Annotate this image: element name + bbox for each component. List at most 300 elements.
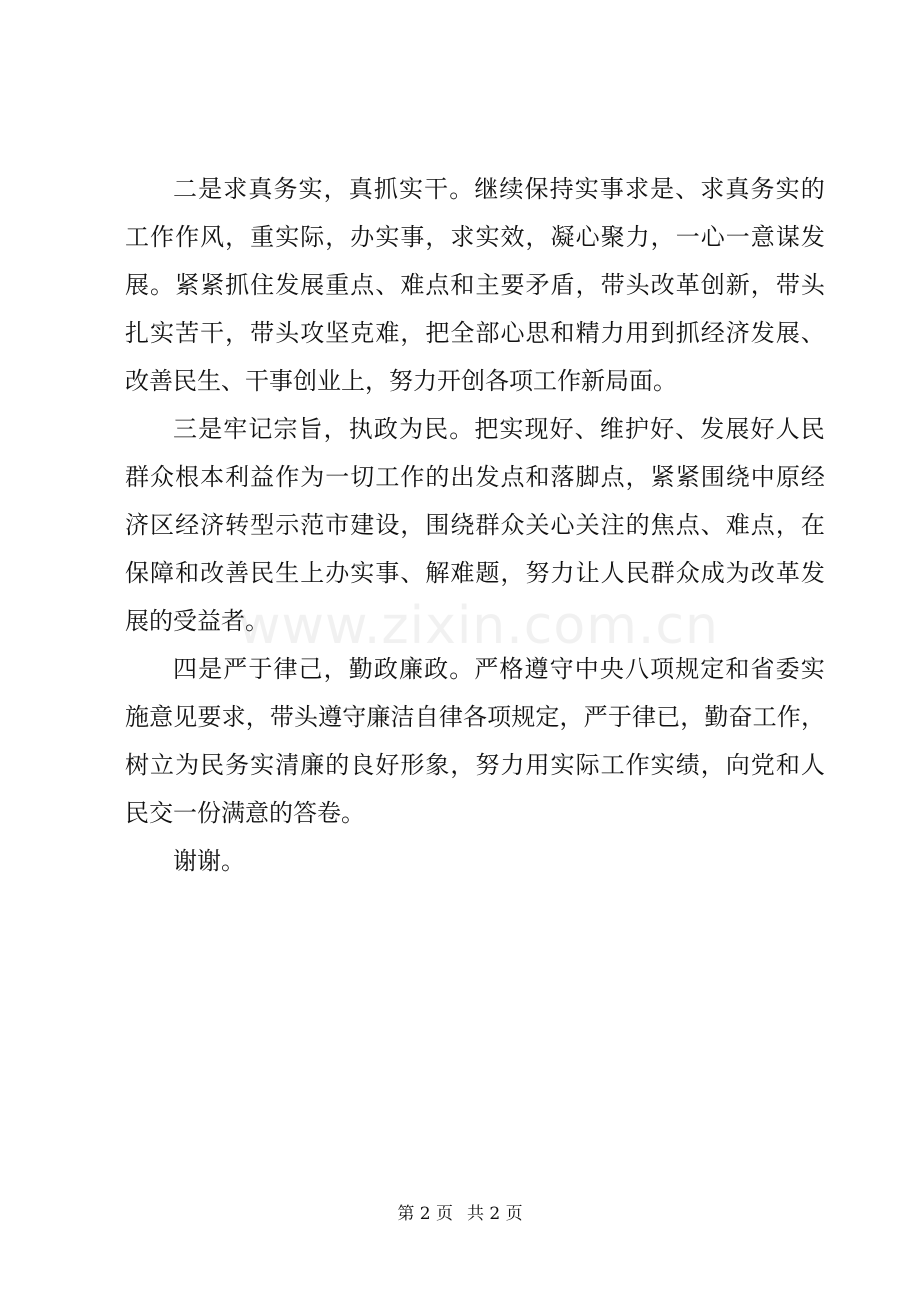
glyph: 规 xyxy=(675,655,700,683)
glyph: 要 xyxy=(197,703,222,731)
glyph: 抓 xyxy=(675,319,700,347)
glyph: ， xyxy=(800,703,825,731)
glyph: 保 xyxy=(125,559,149,587)
glyph: 勤 xyxy=(348,655,373,683)
glyph: 护 xyxy=(624,415,649,443)
glyph: 象 xyxy=(425,751,450,779)
glyph: 关 xyxy=(575,511,600,539)
glyph: 是 xyxy=(198,655,223,683)
glyph: 实 xyxy=(298,175,323,203)
glyph: 一 xyxy=(725,223,750,251)
glyph: 改 xyxy=(750,559,775,587)
glyph: 点 xyxy=(750,511,775,539)
glyph: 实 xyxy=(574,175,599,203)
glyph: 和 xyxy=(450,271,475,299)
glyph: 攻 xyxy=(300,319,325,347)
glyph: 济 xyxy=(200,511,225,539)
glyph: 建 xyxy=(350,511,375,539)
glyph: 点 xyxy=(675,511,700,539)
glyph: 群 xyxy=(125,463,149,491)
glyph: 央 xyxy=(599,655,624,683)
glyph: 求 xyxy=(700,175,725,203)
glyph: 到 xyxy=(650,319,675,347)
glyph: 本 xyxy=(200,463,225,491)
glyph: ， xyxy=(450,751,475,779)
glyph: 点 xyxy=(600,463,625,491)
glyph: 改 xyxy=(650,271,675,299)
glyph: 解 xyxy=(425,559,450,587)
glyph: 奋 xyxy=(728,703,753,731)
glyph: 要 xyxy=(500,271,525,299)
glyph: 众 xyxy=(150,463,175,491)
glyph: 好 xyxy=(650,415,675,443)
paragraph-line xyxy=(173,417,825,441)
glyph: 民 xyxy=(200,751,225,779)
glyph: 点 xyxy=(500,463,525,491)
glyph: 群 xyxy=(650,559,675,587)
glyph: 力 xyxy=(600,319,625,347)
glyph: 让 xyxy=(575,559,600,587)
glyph: 际 xyxy=(575,751,600,779)
glyph: 抓 xyxy=(225,271,250,299)
glyph: 谋 xyxy=(775,223,800,251)
glyph: 出 xyxy=(450,463,475,491)
glyph: 守 xyxy=(549,655,574,683)
glyph: 点 xyxy=(425,271,450,299)
glyph: 干 xyxy=(424,175,449,203)
glyph: 律 xyxy=(438,703,463,731)
paragraph-line xyxy=(173,657,825,681)
glyph: 记 xyxy=(248,415,273,443)
glyph: ， xyxy=(400,511,425,539)
glyph: ， xyxy=(525,223,550,251)
glyph: 求 xyxy=(223,175,248,203)
glyph: 形 xyxy=(400,751,425,779)
glyph: 济 xyxy=(125,511,149,539)
glyph: 带 xyxy=(775,271,800,299)
glyph: ， xyxy=(680,703,705,731)
glyph: 脚 xyxy=(575,463,600,491)
glyph: 、 xyxy=(700,511,725,539)
glyph: 聚 xyxy=(600,223,625,251)
glyph: 抓 xyxy=(373,175,398,203)
glyph: 一 xyxy=(325,463,350,491)
glyph: 发 xyxy=(750,319,775,347)
glyph: 定 xyxy=(535,703,560,731)
glyph: 展 xyxy=(775,319,800,347)
glyph: 实 xyxy=(800,655,825,683)
glyph: 紧 xyxy=(675,463,700,491)
glyph: 发 xyxy=(800,559,825,587)
paragraph-line xyxy=(125,705,825,729)
glyph: 、 xyxy=(400,559,425,587)
glyph: 好 xyxy=(375,751,400,779)
glyph: 众 xyxy=(675,559,700,587)
glyph: 努 xyxy=(525,559,550,587)
glyph: 在 xyxy=(800,511,825,539)
glyph: ， xyxy=(245,703,270,731)
glyph: 带 xyxy=(269,703,294,731)
glyph: ， xyxy=(425,223,450,251)
glyph: 住 xyxy=(250,271,275,299)
glyph: 事 xyxy=(599,175,624,203)
glyph: 民 xyxy=(800,415,825,443)
glyph: ， xyxy=(650,223,675,251)
glyph: 实 xyxy=(475,223,500,251)
glyph: 、 xyxy=(800,319,825,347)
glyph: 实 xyxy=(550,751,575,779)
glyph: 革 xyxy=(775,559,800,587)
glyph: 现 xyxy=(524,415,549,443)
glyph: 廉 xyxy=(398,655,423,683)
glyph: 头 xyxy=(275,319,300,347)
glyph: 遵 xyxy=(524,655,549,683)
glyph: ， xyxy=(225,319,250,347)
glyph: 办 xyxy=(350,223,375,251)
glyph: 难 xyxy=(400,271,425,299)
glyph: 展 xyxy=(725,415,750,443)
glyph: 工 xyxy=(752,703,777,731)
glyph: 头 xyxy=(293,703,318,731)
glyph: 围 xyxy=(700,463,725,491)
glyph: 工 xyxy=(125,223,149,251)
glyph: 益 xyxy=(250,463,275,491)
glyph: 项 xyxy=(487,703,512,731)
glyph: 施 xyxy=(125,703,149,731)
glyph: 带 xyxy=(600,271,625,299)
glyph: 革 xyxy=(675,271,700,299)
glyph: 克 xyxy=(350,319,375,347)
glyph: 工 xyxy=(375,463,400,491)
glyph: 和 xyxy=(525,463,550,491)
glyph: 风 xyxy=(200,223,225,251)
glyph: 好 xyxy=(549,415,574,443)
glyph: 为 xyxy=(300,463,325,491)
glyph: 保 xyxy=(524,175,549,203)
glyph: 发 xyxy=(475,463,500,491)
glyph: 为 xyxy=(175,751,200,779)
glyph: 民 xyxy=(625,559,650,587)
glyph: 重 xyxy=(250,223,275,251)
glyph: 利 xyxy=(225,463,250,491)
glyph: 四 xyxy=(173,655,197,683)
glyph: ， xyxy=(559,703,584,731)
glyph: 真 xyxy=(248,175,273,203)
glyph: 难 xyxy=(450,559,475,587)
glyph: 于 xyxy=(248,655,273,683)
glyph: 效 xyxy=(500,223,525,251)
glyph: ， xyxy=(700,751,725,779)
glyph: 凝 xyxy=(550,223,575,251)
glyph: 作 xyxy=(275,463,300,491)
glyph: 。 xyxy=(150,271,175,299)
glyph: 区 xyxy=(150,511,175,539)
glyph: 经 xyxy=(700,319,725,347)
glyph: ， xyxy=(225,223,250,251)
glyph: 力 xyxy=(500,751,525,779)
glyph: 题 xyxy=(475,559,500,587)
glyph: 经 xyxy=(800,463,825,491)
glyph: 各 xyxy=(462,703,487,731)
glyph: 清 xyxy=(275,751,300,779)
glyph: 根 xyxy=(175,463,200,491)
glyph: 用 xyxy=(625,319,650,347)
glyph: 和 xyxy=(550,319,575,347)
glyph: 人 xyxy=(800,751,825,779)
glyph: 民 xyxy=(424,415,449,443)
glyph: 中 xyxy=(750,463,775,491)
glyph: 盾 xyxy=(550,271,575,299)
glyph: 实 xyxy=(275,223,300,251)
glyph: 众 xyxy=(500,511,525,539)
glyph: ， xyxy=(500,559,525,587)
glyph: ， xyxy=(625,463,650,491)
paragraph-line: 改善民生、干事创业上，努力开创各项工作新局面。 xyxy=(125,367,677,395)
glyph: 实 xyxy=(775,175,800,203)
glyph: 宗 xyxy=(273,415,298,443)
glyph: 意 xyxy=(750,223,775,251)
paragraph-line xyxy=(125,321,825,345)
glyph: 作 xyxy=(400,463,425,491)
glyph: 关 xyxy=(525,511,550,539)
glyph: 是 xyxy=(198,175,223,203)
glyph: 意 xyxy=(149,703,174,731)
glyph: 继 xyxy=(474,175,499,203)
glyph: 展 xyxy=(125,271,149,299)
glyph: 际 xyxy=(300,223,325,251)
glyph: 难 xyxy=(725,511,750,539)
glyph: 绕 xyxy=(725,463,750,491)
glyph: 头 xyxy=(800,271,825,299)
glyph: 围 xyxy=(425,511,450,539)
glyph: 实 xyxy=(375,223,400,251)
glyph: 的 xyxy=(625,511,650,539)
glyph: 于 xyxy=(607,703,632,731)
glyph: 人 xyxy=(775,415,800,443)
glyph: 的 xyxy=(800,175,825,203)
glyph: 务 xyxy=(273,175,298,203)
glyph: ， xyxy=(400,319,425,347)
glyph: 八 xyxy=(624,655,649,683)
glyph: 勤 xyxy=(704,703,729,731)
glyph: 的 xyxy=(325,751,350,779)
glyph: 把 xyxy=(425,319,450,347)
glyph: 求 xyxy=(221,703,246,731)
glyph: 项 xyxy=(650,655,675,683)
glyph: 树 xyxy=(125,751,149,779)
glyph: 求 xyxy=(624,175,649,203)
glyph: 务 xyxy=(225,751,250,779)
glyph: 省 xyxy=(750,655,775,683)
glyph: ， xyxy=(323,175,348,203)
glyph: 难 xyxy=(375,319,400,347)
glyph: 真 xyxy=(348,175,373,203)
glyph: 和 xyxy=(175,559,200,587)
glyph: 紧 xyxy=(650,463,675,491)
glyph: 紧 xyxy=(175,271,200,299)
glyph: 示 xyxy=(275,511,300,539)
glyph: 心 xyxy=(500,319,525,347)
glyph: 务 xyxy=(750,175,775,203)
glyph: 牢 xyxy=(223,415,248,443)
glyph: 维 xyxy=(599,415,624,443)
glyph: 人 xyxy=(600,559,625,587)
glyph: 改 xyxy=(200,559,225,587)
glyph: 紧 xyxy=(200,271,225,299)
glyph: 点 xyxy=(350,271,375,299)
glyph: 作 xyxy=(150,223,175,251)
paragraph-line: 谢谢。 xyxy=(173,847,245,875)
glyph: 良 xyxy=(350,751,375,779)
glyph: 好 xyxy=(750,415,775,443)
glyph: 作 xyxy=(625,751,650,779)
page-number: 第 2 页 xyxy=(397,1204,453,1224)
glyph: 全 xyxy=(450,319,475,347)
glyph: ， xyxy=(323,655,348,683)
glyph: 和 xyxy=(725,655,750,683)
glyph: 心 xyxy=(700,223,725,251)
glyph: 部 xyxy=(475,319,500,347)
glyph: 注 xyxy=(600,511,625,539)
page-footer xyxy=(0,1204,920,1224)
glyph: 旨 xyxy=(298,415,323,443)
glyph: 己 xyxy=(298,655,323,683)
glyph: 委 xyxy=(775,655,800,683)
paragraph-line: 展的受益者。 xyxy=(125,607,269,635)
glyph: 实 xyxy=(499,415,524,443)
glyph: 。 xyxy=(449,655,474,683)
glyph: 精 xyxy=(575,319,600,347)
glyph: 、 xyxy=(375,271,400,299)
glyph: 心 xyxy=(550,511,575,539)
glyph: 焦 xyxy=(650,511,675,539)
glyph: 矛 xyxy=(525,271,550,299)
glyph: 成 xyxy=(700,559,725,587)
glyph: 创 xyxy=(700,271,725,299)
paragraph-line xyxy=(125,273,825,297)
glyph: 上 xyxy=(300,559,325,587)
paragraph-line xyxy=(125,465,825,489)
glyph: 为 xyxy=(725,559,750,587)
glyph: 党 xyxy=(750,751,775,779)
glyph: ， xyxy=(750,271,775,299)
glyph: 切 xyxy=(350,463,375,491)
glyph: 自 xyxy=(414,703,439,731)
glyph: 坚 xyxy=(325,319,350,347)
glyph: 民 xyxy=(250,559,275,587)
paragraph-line xyxy=(125,513,825,537)
glyph: 立 xyxy=(150,751,175,779)
glyph: 力 xyxy=(550,559,575,587)
glyph: 转 xyxy=(225,511,250,539)
glyph: 工 xyxy=(600,751,625,779)
paragraph-line xyxy=(125,561,825,585)
glyph: 落 xyxy=(550,463,575,491)
glyph: 的 xyxy=(425,463,450,491)
glyph: 是 xyxy=(198,415,223,443)
glyph: 政 xyxy=(424,655,449,683)
glyph: 执 xyxy=(348,415,373,443)
glyph: 严 xyxy=(223,655,248,683)
glyph: 格 xyxy=(499,655,524,683)
glyph: 律 xyxy=(631,703,656,731)
glyph: 为 xyxy=(398,415,423,443)
glyph: 、 xyxy=(675,175,700,203)
paragraph-line: 民交一份满意的答卷。 xyxy=(125,799,365,827)
glyph: 政 xyxy=(373,415,398,443)
glyph: 绕 xyxy=(450,511,475,539)
glyph: 二 xyxy=(173,175,197,203)
glyph: 向 xyxy=(725,751,750,779)
glyph: 守 xyxy=(342,703,367,731)
glyph: 生 xyxy=(275,559,300,587)
glyph: ， xyxy=(325,223,350,251)
glyph: 办 xyxy=(325,559,350,587)
glyph: 扎 xyxy=(125,319,149,347)
glyph: 干 xyxy=(200,319,225,347)
glyph: 遵 xyxy=(318,703,343,731)
glyph: 。 xyxy=(449,175,474,203)
paragraph-line xyxy=(173,177,825,201)
glyph: 洁 xyxy=(390,703,415,731)
glyph: 努 xyxy=(475,751,500,779)
watermark-text: www.zixin.com.cn xyxy=(238,596,719,656)
glyph: 经 xyxy=(175,511,200,539)
paragraph-line xyxy=(125,753,825,777)
glyph: 把 xyxy=(474,415,499,443)
glyph: 和 xyxy=(775,751,800,779)
glyph: 苦 xyxy=(175,319,200,347)
glyph: 真 xyxy=(725,175,750,203)
glyph: 规 xyxy=(511,703,536,731)
glyph: 作 xyxy=(776,703,801,731)
glyph: 主 xyxy=(475,271,500,299)
glyph: 持 xyxy=(549,175,574,203)
glyph: 实 xyxy=(250,751,275,779)
glyph: 是 xyxy=(650,175,675,203)
glyph: 范 xyxy=(300,511,325,539)
glyph: 一 xyxy=(675,223,700,251)
glyph: 型 xyxy=(250,511,275,539)
glyph: 带 xyxy=(250,319,275,347)
glyph: 实 xyxy=(650,751,675,779)
glyph: 群 xyxy=(475,511,500,539)
glyph: 展 xyxy=(300,271,325,299)
glyph: 三 xyxy=(173,415,197,443)
glyph: 已 xyxy=(656,703,681,731)
glyph: 心 xyxy=(575,223,600,251)
glyph: 政 xyxy=(373,655,398,683)
glyph: 设 xyxy=(375,511,400,539)
glyph: ， xyxy=(323,415,348,443)
glyph: 发 xyxy=(700,415,725,443)
glyph: 济 xyxy=(725,319,750,347)
glyph: 定 xyxy=(700,655,725,683)
glyph: 、 xyxy=(574,415,599,443)
glyph: 重 xyxy=(325,271,350,299)
glyph: 思 xyxy=(525,319,550,347)
glyph: 求 xyxy=(450,223,475,251)
glyph: 障 xyxy=(150,559,175,587)
glyph: 原 xyxy=(775,463,800,491)
glyph: 善 xyxy=(225,559,250,587)
glyph: 实 xyxy=(350,559,375,587)
paragraph-line xyxy=(125,225,825,249)
glyph: 实 xyxy=(150,319,175,347)
glyph: 、 xyxy=(675,415,700,443)
glyph: 律 xyxy=(273,655,298,683)
glyph: 事 xyxy=(400,223,425,251)
